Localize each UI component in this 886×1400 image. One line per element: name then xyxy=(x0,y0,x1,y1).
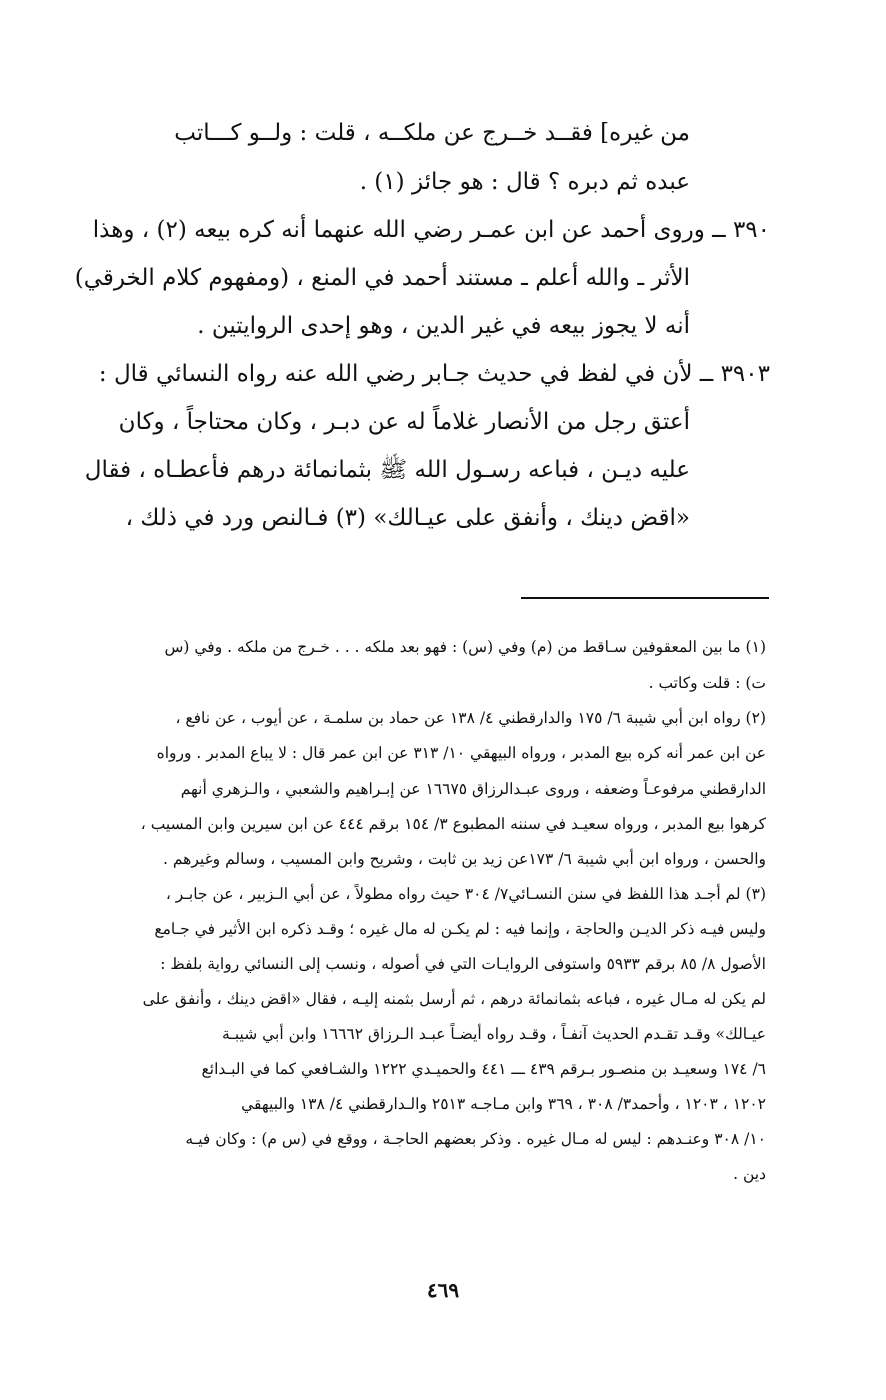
footnote-line: لم يكن له مـال غيره ، فباعه بثمانمائة درهم ، ثم أرسل بثمنه إليـه ، فقال «اقض دينك ، وأنفق على xyxy=(142,990,766,1008)
footnote-line: ١٢٠٢ ، ١٢٠٣ ، وأحمد٣/ ٣٠٨ ، ٣٦٩ وابن مـاجـه ٢٥١٣ والـدارقطني ٤/ ١٣٨ والبيهقي xyxy=(241,1095,766,1113)
footnote-line: ١٠/ ٣٠٨ وعنـدهم : ليس له مـال غيره . وذكر بعضهم الحاجـة ، ووقع في (س م) : وكان فيـه xyxy=(185,1130,766,1148)
main-line-1: من غيره] فقــد خــرج عن ملكــه ، قلت : ولــو كـــاتب xyxy=(174,120,690,146)
footnote-line: ٦/ ١٧٤ وسعيـد بن منصـور بـرقم ٤٣٩ ـــ ٤٤١ والحميـدي ١٢٢٢ والشـافعي كما في البـدائع xyxy=(201,1060,766,1078)
main-line-2: عبده ثم دبره ؟ قال : هو جائز (١) . xyxy=(359,169,690,195)
footnote-line: (١) ما بين المعقوفين سـاقط من (م) وفي (س) : فهو بعد ملكه . . . خـرج من ملكه . وفي (س xyxy=(164,638,766,656)
footnote-line: كرهوا بيع المدبر ، ورواه سعيـد في سننه المطبوع ٣/ ١٥٤ برقم ٤٤٤ عن ابن سيرين وابن المسيب ، xyxy=(140,815,766,833)
main-line-7: أعتق رجل من الأنصار غلاماً له عن دبـر ، وكان محتاجاً ، وكان xyxy=(118,409,690,435)
footnote-line: (٣) لم أجـد هذا اللفظ في سنن النسـائي٧/ ٣٠٤ حيث رواه مطولاً ، عن أبي الـزبير ، عن جابـر ، xyxy=(165,885,766,903)
main-line-3: ٣٩٠ ــ وروى أحمد عن ابن عمـر رضي الله عنهما أنه كره بيعه (٢) ، وهذا xyxy=(92,217,770,243)
footnote-line: (٢) رواه ابن أبي شيبة ٦/ ١٧٥ والدارقطني ٤/ ١٣٨ عن حماد بن سلمـة ، عن أيوب ، عن نافع ، xyxy=(175,709,766,727)
footnote-line: ت) : قلت وكاتب . xyxy=(648,674,766,692)
main-line-6: ٣٩٠٣ ــ لأن في لفظ في حديث جـابر رضي الله عنه رواه النسائي قال : xyxy=(98,361,770,387)
footnote-line: الأصول ٨/ ٨٥ برقم ٥٩٣٣ واستوفى الروايـات التي في أصوله ، ونسب إلى النسائي رواية بلفظ : xyxy=(160,955,766,973)
main-line-9: «اقض دينك ، وأنفق على عيـالك» (٣) فـالنص ورد في ذلك ، xyxy=(125,505,690,531)
main-line-4: الأثر ـ والله أعلم ـ مستند أحمد في المنع ، (ومفهوم كلام الخرقي) xyxy=(74,265,690,291)
main-line-8: عليه ديـن ، فباعه رسـول الله ﷺ بثمانمائة درهم فأعطـاه ، فقال xyxy=(84,457,690,483)
footnote-line: عن ابن عمر أنه كره بيع المدبر ، ورواه البيهقي ١٠/ ٣١٣ عن ابن عمر قال : لا يباع المدبر . ورواه xyxy=(156,744,766,762)
footnote-line: وليس فيـه ذكر الديـن والحاجة ، وإنما فيه : لم يكـن له مال غيره ؛ وقـد ذكره ابن الأثير في جـامع xyxy=(154,920,766,938)
footnote-line: الدارقطني مرفوعـاً وضعفه ، وروى عبـدالرزاق ١٦٦٧٥ عن إبـراهيم والشعبي ، والـزهري أنهم xyxy=(180,780,766,798)
page-number: ٤٦٩ xyxy=(426,1278,460,1302)
main-line-5: أنه لا يجوز بيعه في غير الدين ، وهو إحدى الروايتين . xyxy=(197,313,690,339)
footnote-line: دين . xyxy=(733,1165,766,1183)
footnote-line: عيـالك» وقـد تقـدم الحديث آنفـاً ، وقـد رواه أيضـاً عبـد الـرزاق ١٦٦٦٢ وابن أبي شيبـة xyxy=(222,1025,766,1043)
footnote-line: والحسن ، ورواه ابن أبي شيبة ٦/ ١٧٣عن زيد بن ثابت ، وشريح وابن المسيب ، وسالم وغيرهم . xyxy=(163,850,766,868)
